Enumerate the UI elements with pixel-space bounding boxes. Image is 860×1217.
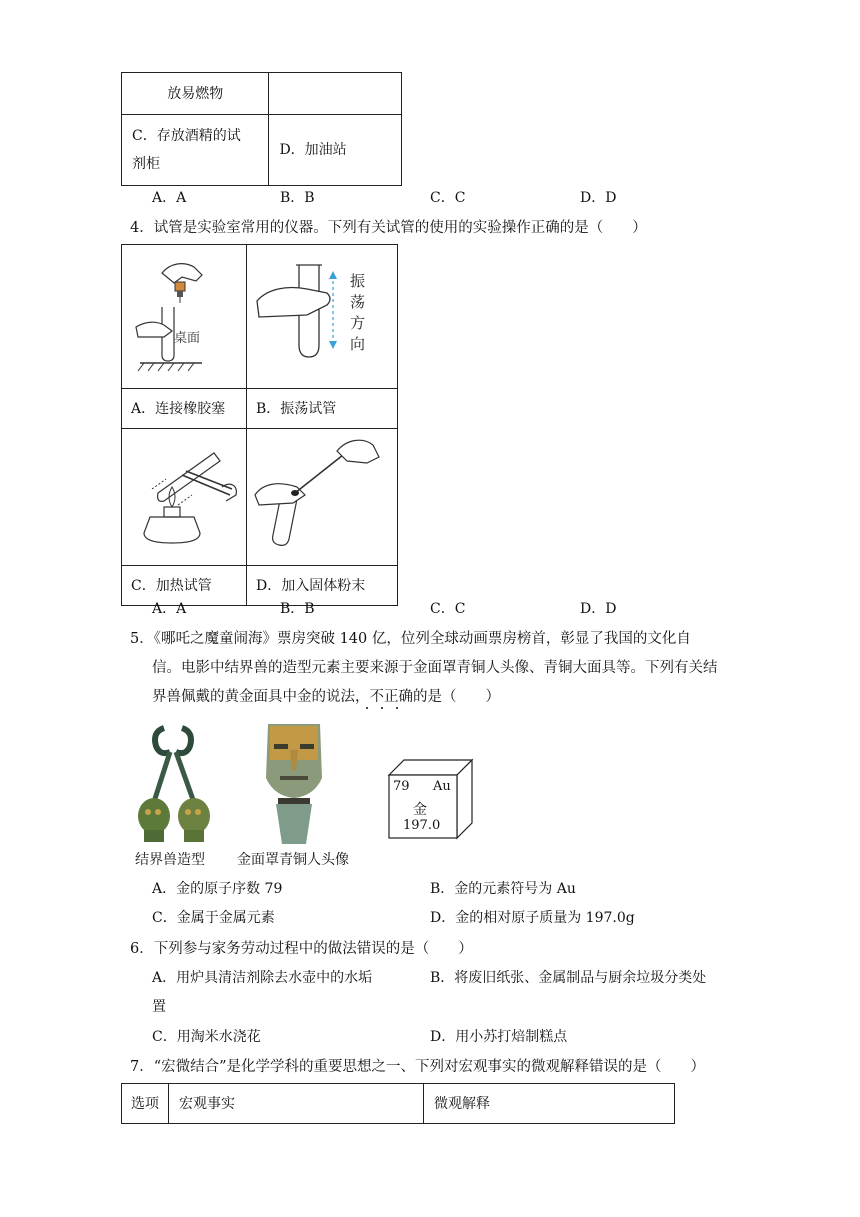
q4-fig-a-label: 桌面	[174, 331, 201, 346]
emphasis-dot	[396, 707, 398, 709]
q5-stem-line1: 5．《哪吒之魔童闹海》票房突破 140 亿，位列全球动画票房榜首，彰显了我国的文化自	[130, 631, 691, 647]
q5-img2-caption: 金面罩青铜人头像	[237, 852, 349, 868]
q4-figure-table	[121, 244, 398, 606]
q4-caption-a: A．连接橡胶塞	[131, 400, 226, 417]
q4-caption-cell	[122, 389, 247, 429]
q4-stem: 4．试管是实验室常用的仪器。下列有关试管的使用的实验操作正确的是（ ）	[130, 220, 647, 236]
q3-option-c: C．C	[430, 190, 466, 206]
jiejieshou-figure-image	[130, 722, 216, 846]
q4-option-b: B．B	[280, 601, 315, 617]
q4-option-a: A．A	[152, 601, 187, 617]
q3-cell-r1c1: 放易燃物	[167, 85, 224, 102]
element-name: 金	[413, 802, 427, 818]
q7-header-cell	[169, 1084, 424, 1124]
q3-option-a: A．A	[152, 190, 187, 206]
q5-option-a: A．金的原子序数 79	[152, 881, 283, 897]
q5-option-b: B．金的元素符号为 Au	[430, 881, 576, 897]
test-tube-stopper-illustration	[122, 245, 246, 384]
q3-table-cell	[269, 73, 402, 115]
q7-header-option: 选项	[131, 1095, 159, 1112]
bronze-head-gold-mask-image	[254, 718, 334, 846]
q3-table-cell	[122, 73, 269, 115]
q3-option-d: D．D	[580, 190, 617, 206]
adding-powder-illustration	[247, 429, 397, 561]
q4-fig-c-cell	[122, 429, 247, 566]
element-atomic-number: 79	[393, 779, 410, 794]
q6-stem: 6．下列参与家务劳动过程中的做法错误的是（ ）	[130, 941, 473, 957]
q7-table	[121, 1083, 675, 1124]
test-tube-heating-illustration	[122, 429, 246, 561]
q6-option-a: A．用炉具清洁剂除去水壶中的水垢	[152, 970, 373, 986]
q3-cell-r2c2: D．加油站	[279, 142, 347, 158]
q4-fig-b-char: 向	[350, 335, 366, 353]
q3-table-cell	[122, 115, 269, 186]
q6-option-c: C．用淘米水浇花	[152, 1029, 261, 1045]
q3-cell-r2c1-line2: 剂柜	[132, 156, 160, 172]
q5-option-d: D．金的相对原子质量为 197.0g	[430, 910, 635, 926]
q7-stem: 7．“宏微结合”是化学学科的重要思想之一、下列对宏观事实的微观解释错误的是（ ）	[130, 1059, 706, 1075]
q4-caption-c: C．加热试管	[131, 577, 212, 594]
q7-header-micro: 微观解释	[434, 1095, 490, 1112]
element-symbol: Au	[433, 779, 451, 794]
q3-option-b: B．B	[280, 190, 315, 206]
q5-stem-line3: 界兽佩戴的黄金面具中金的说法，不正确的是（ ）	[152, 689, 500, 705]
q4-caption-cell	[247, 389, 398, 429]
q4-fig-d-cell	[247, 429, 398, 566]
q6-option-d: D．用小苏打焙制糕点	[430, 1029, 568, 1045]
q7-header-macro: 宏观事实	[179, 1095, 235, 1112]
q6-option-b-line2: 置	[152, 999, 166, 1015]
q4-caption-cell	[247, 566, 398, 606]
q5-option-c: C．金属于金属元素	[152, 910, 275, 926]
q4-caption-d: D．加入固体粉末	[256, 577, 366, 594]
q7-header-cell	[122, 1084, 169, 1124]
q3-table-cell	[269, 115, 402, 186]
element-atomic-mass: 197.0	[403, 818, 441, 833]
q4-fig-b-cell	[247, 245, 398, 389]
q4-fig-b-char: 方	[350, 314, 366, 332]
q3-table	[121, 72, 402, 186]
q4-option-c: C．C	[430, 601, 466, 617]
q5-stem-line2: 信。电影中结界兽的造型元素主要来源于金面罩青铜人头像、青铜大面具等。下列有关结	[152, 660, 718, 676]
q4-option-d: D．D	[580, 601, 617, 617]
q6-option-b-line1: B．将废旧纸张、金属制品与厨余垃圾分类处	[430, 970, 707, 986]
q7-header-cell	[424, 1084, 675, 1124]
emphasis-dot	[381, 707, 383, 709]
q3-cell-r2c1-line1: C．存放酒精的试	[132, 128, 241, 144]
q4-fig-b-char: 荡	[350, 293, 366, 311]
test-tube-shaking-illustration	[247, 245, 397, 384]
q4-fig-a-cell	[122, 245, 247, 389]
q5-img1-caption: 结界兽造型	[135, 852, 205, 868]
q4-fig-b-char: 振	[350, 272, 366, 290]
emphasis-dot	[366, 707, 368, 709]
emphasis-not-correct: 不正确	[369, 689, 413, 705]
q4-caption-b: B．振荡试管	[256, 400, 337, 417]
